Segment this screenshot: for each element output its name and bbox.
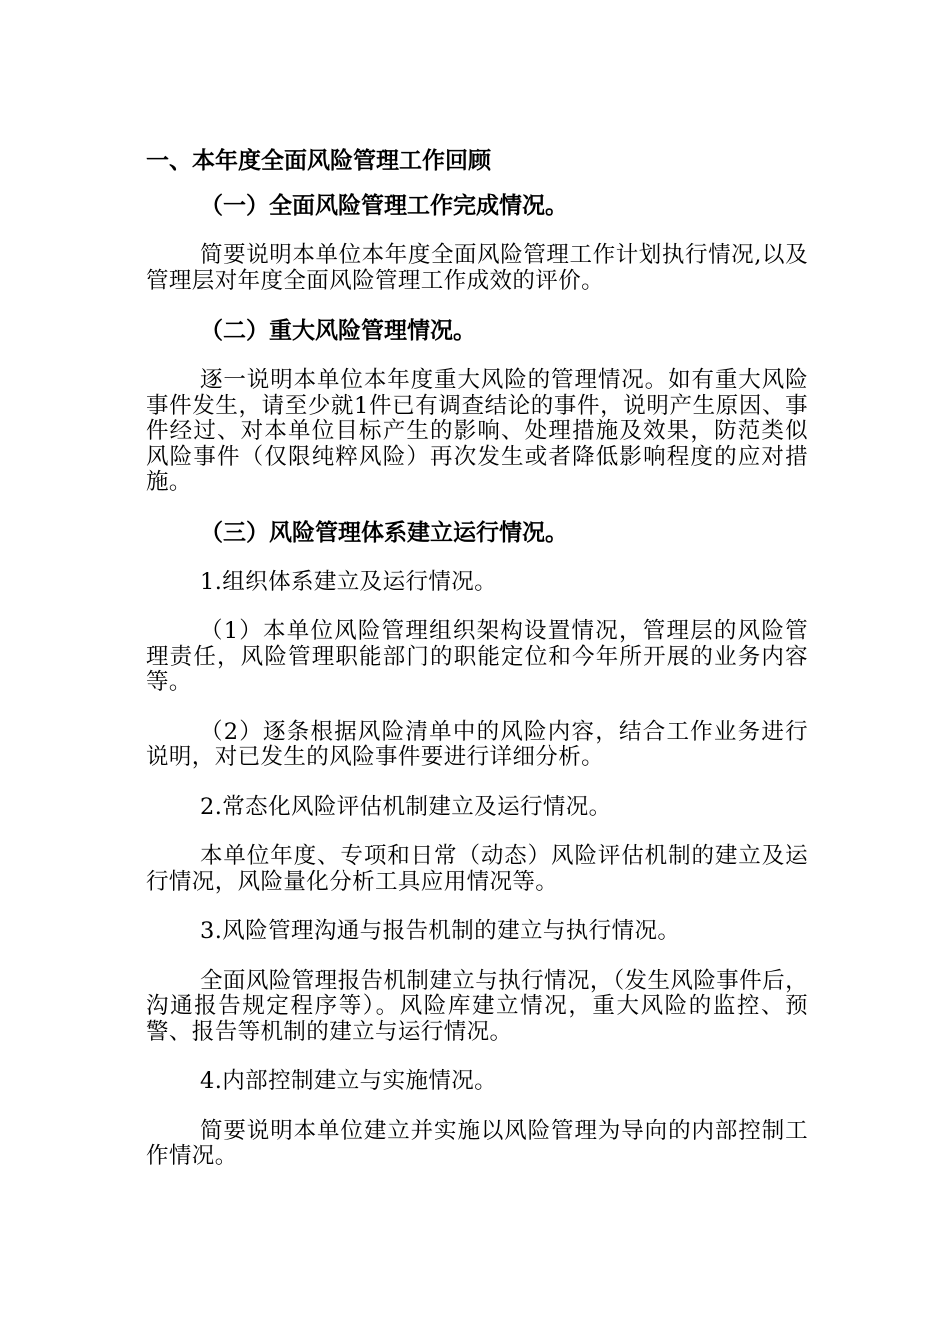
subsection-title-3: （三）风险管理体系建立运行情况。 xyxy=(200,519,568,546)
paragraph-risk-list: （2）逐条根据风险清单中的风险内容，结合工作业务进行说明，对已发生的风险事件要进行详细分析。 xyxy=(146,718,808,770)
paragraph-risk-assessment: 本单位年度、专项和日常（动态）风险评估机制的建立及运行情况，风险量化分析工具应用情况等。 xyxy=(146,843,808,895)
list-item-3: 3.风险管理沟通与报告机制的建立与执行情况。 xyxy=(200,918,681,944)
paragraph-major-risk: 逐一说明本单位本年度重大风险的管理情况。如有重大风险事件发生，请至少就1件已有调查结论的事件，说明产生原因、事件经过、对本单位目标产生的影响、处理措施及效果，防范类似风险事件（仅限纯粹风险）再次发生或者降低影响程度的应对措施。 xyxy=(146,367,808,495)
section-heading: 一、本年度全面风险管理工作回顾 xyxy=(146,148,491,174)
paragraph-internal-control: 简要说明本单位建立并实施以风险管理为导向的内部控制工作情况。 xyxy=(146,1117,808,1169)
document-page xyxy=(146,148,808,1194)
list-item-1: 1.组织体系建立及运行情况。 xyxy=(200,568,498,595)
subsection-title-1: （一）全面风险管理工作完成情况。 xyxy=(200,193,568,219)
paragraph-plan-execution: 简要说明本单位本年度全面风险管理工作计划执行情况,以及管理层对年度全面风险管理工作成效的评价。 xyxy=(146,242,808,294)
subsection-title-2: （二）重大风险管理情况。 xyxy=(200,318,476,344)
paragraph-org-structure: （1）本单位风险管理组织架构设置情况，管理层的风险管理责任，风险管理职能部门的职能定位和今年所开展的业务内容等。 xyxy=(146,618,808,695)
list-item-2: 2.常态化风险评估机制建立及运行情况。 xyxy=(200,793,612,820)
paragraph-reporting: 全面风险管理报告机制建立与执行情况，（发生风险事件后，沟通报告规定程序等）。风险库建立情况，重大风险的监控、预警、报告等机制的建立与运行情况。 xyxy=(146,967,808,1045)
list-item-4: 4.内部控制建立与实施情况。 xyxy=(200,1068,498,1094)
